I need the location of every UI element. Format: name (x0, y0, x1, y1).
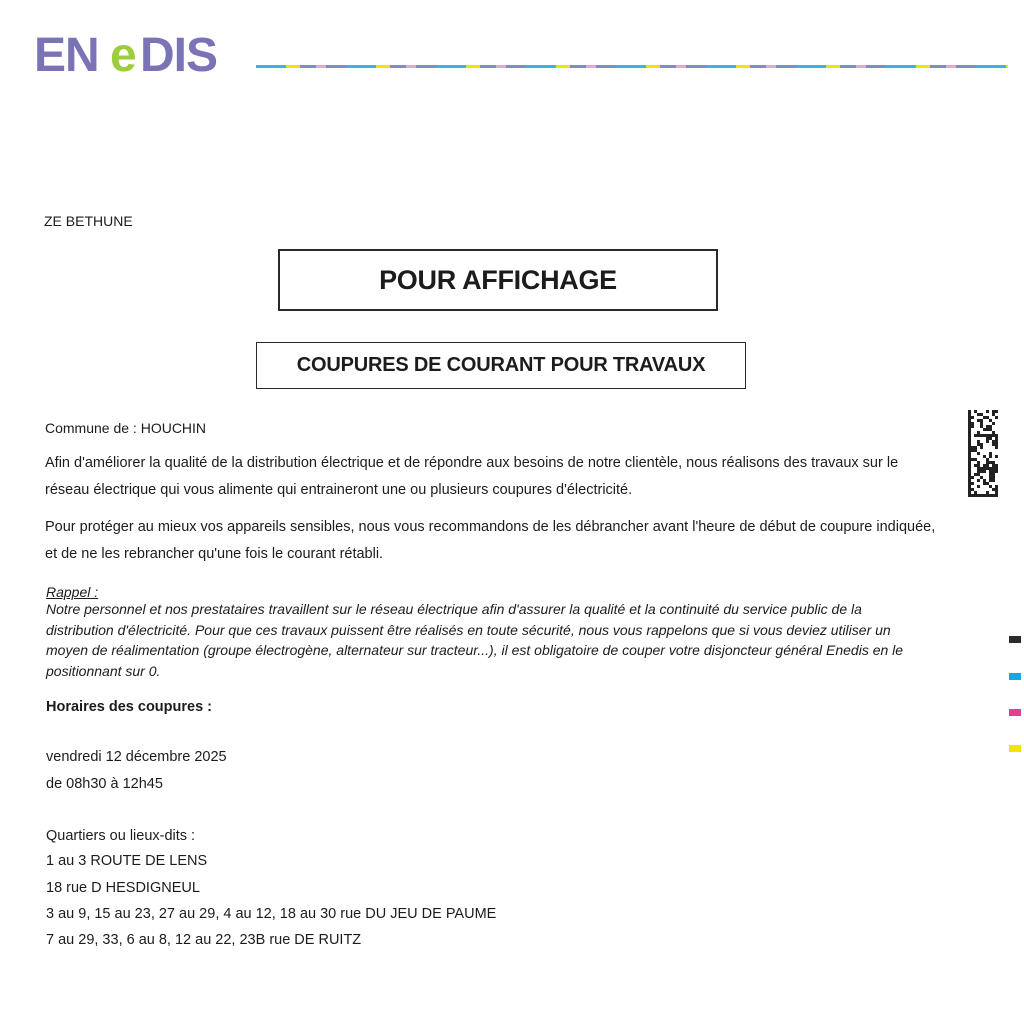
pour-affichage-box (278, 249, 718, 311)
qr-code-icon (968, 410, 998, 498)
pour-affichage-title: POUR AFFICHAGE (379, 264, 617, 295)
rappel-title: Rappel : (46, 584, 99, 600)
svg-text:e: e (110, 30, 137, 78)
registration-mark-black (1009, 636, 1021, 643)
coupures-box (256, 342, 746, 389)
outage-time: de 08h30 à 12h45 (46, 776, 163, 792)
commune-label: Commune de : HOUCHIN (45, 420, 207, 436)
registration-mark-magenta (1009, 709, 1021, 716)
horaires-title: Horaires des coupures : (46, 699, 212, 715)
outage-date: vendredi 12 décembre 2025 (46, 749, 227, 765)
address-item: 1 au 3 ROUTE DE LENS (46, 853, 208, 869)
address-item: 3 au 9, 15 au 23, 27 au 29, 4 au 12, 18 au 30 rue DU JEU DE PAUME (46, 906, 497, 922)
registration-mark-cyan (1009, 673, 1021, 680)
registration-mark-yellow (1009, 745, 1021, 752)
zone-label: ZE BETHUNE (44, 213, 133, 229)
coupures-title: COUPURES DE COURANT POUR TRAVAUX (296, 354, 706, 376)
intro-paragraph: Afin d'améliorer la qualité de la distribution électrique et de répondre aux besoins de notre clientèle, nous réalisons des travaux sur le réseau électrique qui vous alimente qui entraineront une ou plusieurs coupures d'électricité. (45, 455, 899, 498)
advice-paragraph: Pour protéger au mieux vos appareils sensibles, nous vous recommandons de les débrancher avant l'heure de début de coupure indiquée, et de ne les rebrancher qu'une fois le courant rétabli. (45, 519, 936, 562)
address-item: 18 rue D HESDIGNEUL (46, 880, 200, 896)
quartiers-title: Quartiers ou lieux-dits : (46, 828, 196, 844)
rappel-text: Notre personnel et nos prestataires travaillent sur le réseau électrique afin d'assurer la qualité et la continuité du service public de la distribution d'électricité. Pour que ces travaux puissent être réalisés en toute sécurité, nous vous rappelons que si vous deviez utiliser un moyen de réalimentation (groupe électrogène, alternateur sur tracteur...), il est obligatoire de couper votre disjoncteur général Enedis en le positionnant sur 0. (46, 601, 904, 679)
enedis-logo (34, 30, 244, 78)
address-item: 7 au 29, 33, 6 au 8, 12 au 22, 23B rue DE RUITZ (46, 932, 362, 948)
svg-text:EN: EN (34, 30, 99, 78)
header-rule (256, 64, 1008, 69)
svg-text:DIS: DIS (140, 30, 218, 78)
